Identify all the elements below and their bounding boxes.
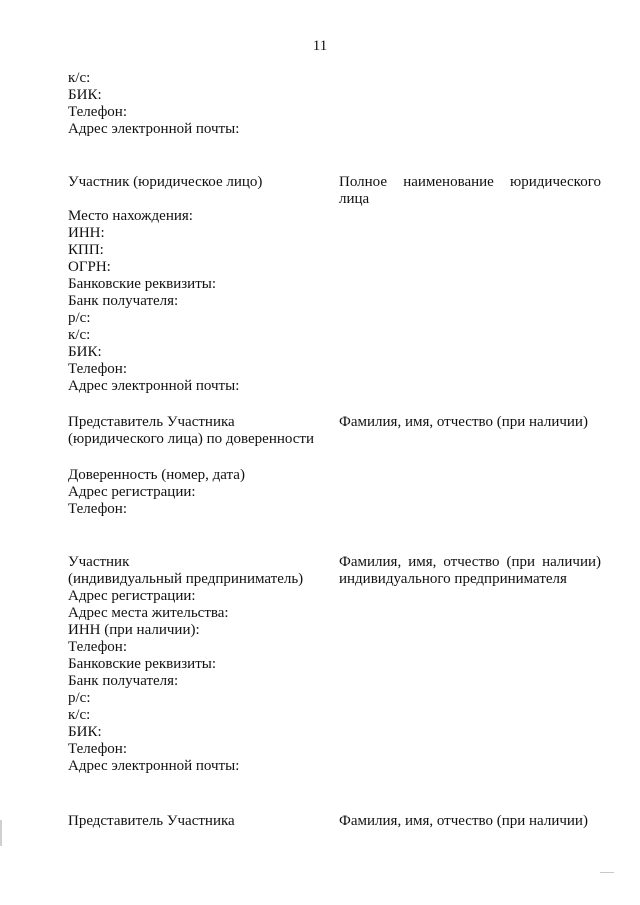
participant-ie-field: Телефон: — [68, 741, 127, 757]
participant-ie-field: Адрес электронной почты: — [68, 758, 240, 774]
participant-legal-field: к/с: — [68, 327, 91, 343]
participant-legal-right-line2: лица — [339, 191, 370, 207]
participant-ie-field: Банк получателя: — [68, 673, 179, 689]
participant-legal-field: Телефон: — [68, 361, 127, 377]
representative-legal-field: Доверенность (номер, дата) — [68, 467, 245, 483]
participant-ie-field: Адрес места жительства: — [68, 605, 229, 621]
participant-legal-right-line1: Полное наименование юридического — [339, 174, 601, 190]
page-number: 11 — [312, 38, 328, 54]
representative-legal-field: Телефон: — [68, 501, 127, 517]
participant-ie-field: ИНН (при наличии): — [68, 622, 200, 638]
participant-legal-field: КПП: — [68, 242, 104, 258]
participant-ie-field: Адрес регистрации: — [68, 588, 196, 604]
participant-legal-field: Место нахождения: — [68, 208, 193, 224]
representative-bottom-right: Фамилия, имя, отчество (при наличии) — [339, 813, 588, 829]
participant-legal-title: Участник (юридическое лицо) — [68, 174, 263, 190]
participant-ie-field: р/с: — [68, 690, 91, 706]
field-bik-label: БИК: — [68, 87, 102, 103]
participant-ie-right-line1: Фамилия, имя, отчество (при наличии) — [339, 554, 601, 570]
participant-ie-field: Банковские реквизиты: — [68, 656, 217, 672]
participant-legal-field: ИНН: — [68, 225, 105, 241]
field-phone-label: Телефон: — [68, 104, 127, 120]
participant-legal-field: р/с: — [68, 310, 91, 326]
representative-legal-title-line1: Представитель Участника — [68, 414, 235, 430]
participant-legal-field: Банк получателя: — [68, 293, 179, 309]
representative-legal-title-line2: (юридического лица) по доверенности — [68, 431, 315, 447]
participant-ie-title-line1: Участник — [68, 554, 130, 570]
field-ks-label: к/с: — [68, 70, 91, 86]
representative-legal-field: Адрес регистрации: — [68, 484, 196, 500]
scan-mark — [0, 820, 2, 846]
participant-ie-field: БИК: — [68, 724, 102, 740]
participant-ie-field: к/с: — [68, 707, 91, 723]
field-email-label: Адрес электронной почты: — [68, 121, 240, 137]
participant-ie-title-line2: (индивидуальный предприниматель) — [68, 571, 304, 587]
participant-ie-right-line2: индивидуального предпринимателя — [339, 571, 567, 587]
participant-legal-field: ОГРН: — [68, 259, 111, 275]
representative-legal-right: Фамилия, имя, отчество (при наличии) — [339, 414, 588, 430]
scan-mark — [600, 872, 614, 873]
representative-bottom-title: Представитель Участника — [68, 813, 235, 829]
participant-legal-field: Банковские реквизиты: — [68, 276, 217, 292]
participant-legal-field: БИК: — [68, 344, 102, 360]
participant-ie-field: Телефон: — [68, 639, 127, 655]
participant-legal-field: Адрес электронной почты: — [68, 378, 240, 394]
